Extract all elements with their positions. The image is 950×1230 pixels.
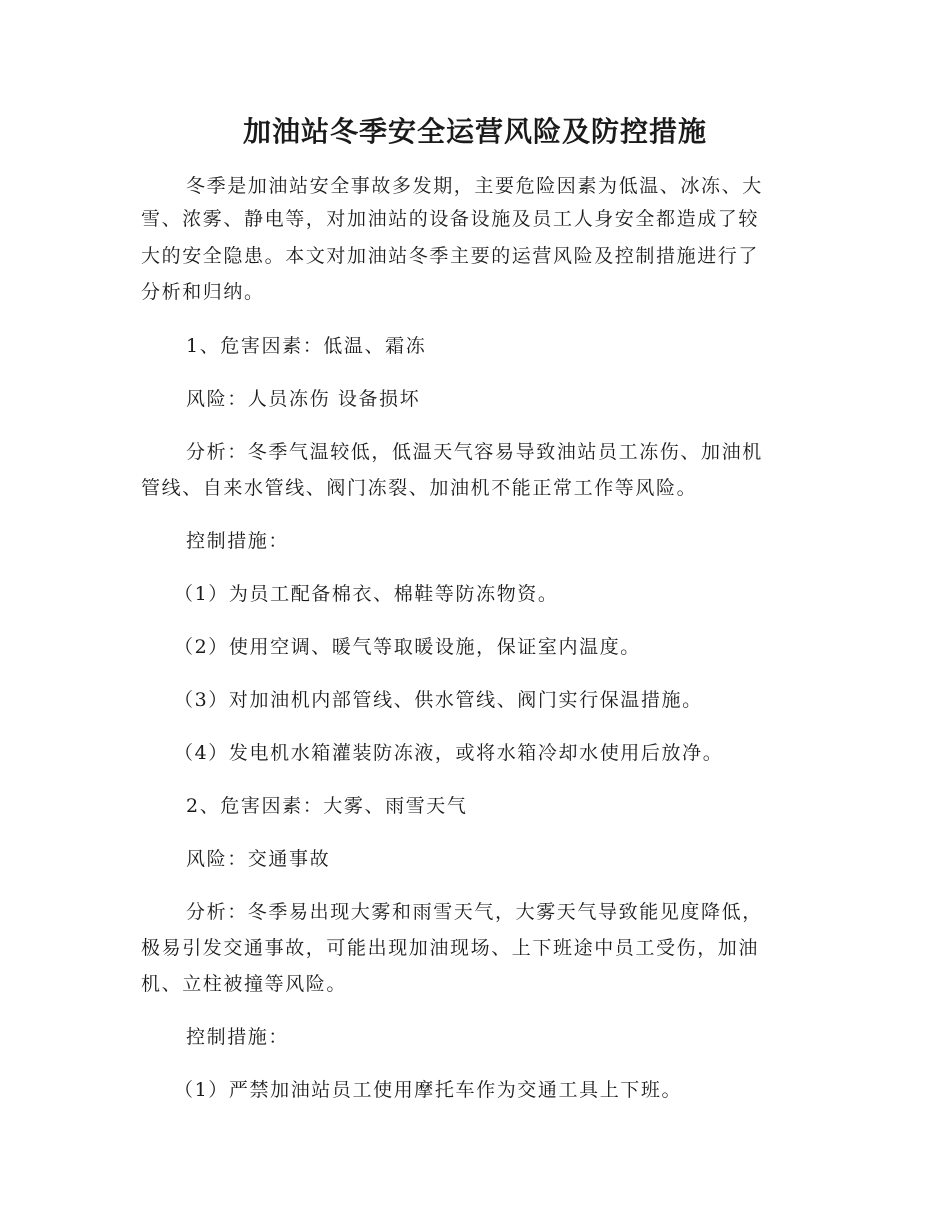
section-heading: 1、危害因素：低温、霜冻 bbox=[186, 335, 427, 357]
risk-line: 风险：人员冻伤 设备损坏 bbox=[186, 388, 421, 410]
measure-item: （1）严禁加油站员工使用摩托车作为交通工具上下班。 bbox=[174, 1079, 683, 1101]
section-heading: 2、危害因素：大雾、雨雪天气 bbox=[186, 795, 468, 817]
intro-line: 雪、浓雾、静电等，对加油站的设备设施及员工人身安全都造成了较 bbox=[141, 208, 760, 230]
analysis-line: 极易引发交通事故，可能出现加油现场、上下班途中员工受伤，加油 bbox=[141, 937, 760, 959]
analysis-line: 机、立柱被撞等风险。 bbox=[141, 973, 348, 995]
intro-line: 冬季是加油站安全事故多发期，主要危险因素为低温、冰冻、大 bbox=[186, 175, 763, 197]
intro-line: 大的安全隐患。本文对加油站冬季主要的运营风险及控制措施进行了 bbox=[141, 245, 760, 267]
intro-line: 分析和归纳。 bbox=[141, 281, 265, 303]
analysis-line: 分析：冬季气温较低，低温天气容易导致油站员工冻伤、加油机 bbox=[186, 441, 763, 463]
measure-item: （2）使用空调、暖气等取暖设施，保证室内温度。 bbox=[174, 636, 641, 658]
control-label: 控制措施： bbox=[186, 530, 290, 552]
analysis-line: 管线、自来水管线、阀门冻裂、加油机不能正常工作等风险。 bbox=[141, 477, 698, 499]
document-title: 加油站冬季安全运营风险及防控措施 bbox=[242, 115, 707, 148]
measure-item: （3）对加油机内部管线、供水管线、阀门实行保温措施。 bbox=[174, 689, 703, 711]
risk-line: 风险：交通事故 bbox=[186, 848, 331, 870]
measure-item: （1）为员工配备棉衣、棉鞋等防冻物资。 bbox=[174, 583, 559, 605]
control-label: 控制措施： bbox=[186, 1026, 290, 1048]
measure-item: （4）发电机水箱灌装防冻液，或将水箱冷却水使用后放净。 bbox=[174, 742, 724, 764]
analysis-line: 分析：冬季易出现大雾和雨雪天气，大雾天气导致能见度降低， bbox=[186, 901, 763, 923]
